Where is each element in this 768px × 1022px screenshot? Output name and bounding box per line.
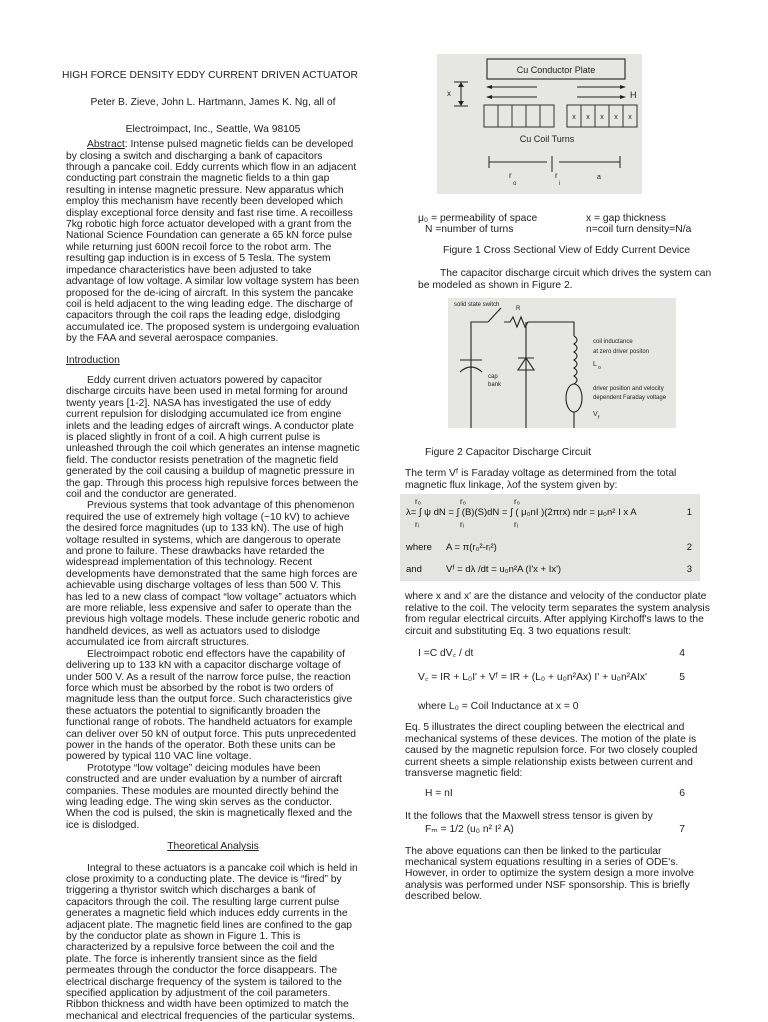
equation-6-number: 6 bbox=[679, 788, 685, 800]
legend-x: x = gap thickness bbox=[586, 213, 666, 224]
abstract-label: Abstract bbox=[87, 139, 125, 151]
intro-paragraph: Prototype “low voltage” deicing modules have been constructed and are under evaluation by a number of aircraft companies. These modules are mounted directly behind the wing leading edge. The wing skin serves as the conductor. When the cod is pulsed, the skin is magnetically flexed and the ice is dislodged. bbox=[66, 762, 353, 831]
equation-3: Vᶠ = dλ /dt = u₀n²A (I'x + Ix') bbox=[446, 564, 562, 576]
legend-n: N =number of turns bbox=[425, 224, 514, 236]
coil-label: Cu Coil Turns bbox=[519, 134, 575, 144]
ro-label: r bbox=[509, 171, 512, 180]
cap-label: cap bbox=[488, 374, 498, 381]
bank-label: bank bbox=[488, 382, 502, 389]
current-cross: x bbox=[628, 114, 632, 121]
integral-lower-limit: rᵢ bbox=[460, 519, 464, 529]
integral-upper-limit: r₀ bbox=[460, 497, 466, 507]
vf-label: V bbox=[593, 411, 598, 419]
vf-subscript: f bbox=[598, 415, 600, 422]
integral-upper-limits bbox=[406, 496, 692, 507]
driver-position-label: driver position and velocity bbox=[593, 386, 664, 393]
equation-6: H = nI bbox=[425, 788, 453, 800]
intro-paragraph: Previous systems that took advantage of this phenomenon required the use of extremely high voltage (~10 kV) to achieve the desired force magnitudes (up to 133 kN). The use of high voltage resulted in systems, which are dangerous to operate and prone to failure. These drawbacks have retarded the widespread implementation of this technology. Recent developments have demonstrated that the same high forces are achievable using discharge voltages of less than 500 V. This has led to a new class of compact “low voltage” actuators which are more reliable, less expensive and safer to operate than the previous high voltage models. These include generic robotic and handheld devices, as well as actuators used to dislodge accumulated ice from aircraft structures. bbox=[66, 500, 360, 649]
figure1-caption: Figure 1 Cross Sectional View of Eddy Current Device bbox=[443, 244, 691, 256]
current-cross: x bbox=[614, 114, 618, 121]
r-label: R bbox=[516, 306, 521, 313]
gap-x-label: x bbox=[447, 89, 451, 98]
equation-1: λ= ∫ ψ dN = ∫ (B)(S)dN = ∫ ( μ₀nI )(2πrx) ndr = μ₀n² I x A bbox=[406, 507, 637, 519]
equation-7-number: 7 bbox=[679, 824, 685, 836]
equation-6-row bbox=[425, 788, 685, 799]
legend-density: n=coil turn density=N/a bbox=[586, 224, 692, 236]
h-label: H bbox=[630, 90, 637, 100]
ri-subscript: i bbox=[559, 181, 561, 187]
theory-paragraph: Integral to these actuators is a pancake coil which is held in close proximity to a conducting plate. The device is “fired” by triggering a thyristor switch which discharges a bank of capacitors through the coil. The resulting large current pulse generates a magnetic field which induces eddy currents in the adjacent plate. The magnetic field lines are confined to the gap by the conductor plate as shown in Figure 1. This is characterized by a repulsive force between the coil and the plate. The force is inherently transient since as the field permeates through the conductor the force disappears. The electrical discharge frequency of the system is tailored to the specified application by adjustment of the coil parameters. Ribbon thickness and width have been optimized to match the mechanical and electrical frequencies of the particular systems. bbox=[66, 862, 358, 1022]
equation-7-row bbox=[425, 824, 685, 835]
figure2-circuit bbox=[448, 298, 676, 428]
equation-2-number: 2 bbox=[686, 541, 692, 553]
figure1-diagram bbox=[437, 54, 642, 194]
current-cross: x bbox=[586, 114, 590, 121]
zero-position-label: at zero driver positon bbox=[593, 349, 650, 356]
equation-1-number: 1 bbox=[686, 507, 692, 519]
ro-subscript: o bbox=[513, 181, 517, 187]
l0-subscript: o bbox=[598, 365, 601, 372]
figure2-caption: Figure 2 Capacitor Discharge Circuit bbox=[425, 447, 591, 459]
equation-4-number: 4 bbox=[679, 648, 685, 660]
l0-label: L bbox=[593, 361, 597, 369]
current-cross: x bbox=[600, 114, 604, 121]
paragraph-coupling: Eq. 5 illustrates the direct coupling between the electrical and mechanical systems of these devices. The motion of the plate is caused by the magnetic repulsion force. For two closely coupled current sheets a simple relationship exists between current and transverse magnetic field: bbox=[405, 722, 698, 779]
paragraph-maxwell: It the follows that the Maxwell stress tensor is given by bbox=[405, 810, 653, 822]
equation-4: I =C dV꜀ / dt bbox=[418, 648, 474, 660]
paragraph-fig2-intro: The capacitor discharge circuit which drives the system can be modeled as shown in Figure 2. bbox=[418, 268, 712, 291]
equations-image bbox=[400, 494, 700, 581]
abstract bbox=[66, 139, 360, 344]
intro-paragraph: Electroimpact robotic end effectors have the capability of delivering up to 133 kN with a capacitor discharge voltage of under 500 V. As a result of the narrow force pulse, the reaction force which must be absorbed by the robot is two orders of magnitude less than the output force. Such characteristics give these actuators the potential to significantly broaden the functional range of robots. The handheld actuators for example can deliver over 50 kN of output force. This puts unprecedented power in the hands of the operator. Both these units can be powered by typical 110 VAC line voltage. bbox=[66, 648, 357, 763]
a-label: a bbox=[597, 174, 601, 181]
equation-4-row bbox=[418, 648, 685, 659]
paper-title: HIGH FORCE DENSITY EDDY CURRENT DRIVEN ACTUATOR bbox=[62, 70, 358, 81]
affiliation: Electroimpact, Inc., Seattle, Wa 98105 bbox=[125, 123, 301, 135]
legend-mu: μ₀ = permeability of space bbox=[418, 213, 538, 224]
integral-upper-limit: r₀ bbox=[415, 497, 421, 507]
introduction-heading: Introduction bbox=[66, 354, 120, 366]
where-l0: where L₀ = Coil Inductance at x = 0 bbox=[418, 700, 579, 712]
ri-label: r bbox=[555, 171, 558, 180]
switch-label: solid state switch bbox=[454, 302, 500, 309]
theory-heading: Theoretical Analysis bbox=[167, 841, 259, 853]
figure2-background bbox=[448, 298, 676, 428]
faraday-voltage-label: dependent Faraday voltage bbox=[593, 395, 667, 402]
equation-2-prefix: where bbox=[406, 541, 432, 553]
coil-inductance-label: coil inductance bbox=[593, 339, 633, 346]
integral-lower-limit: rᵢ bbox=[514, 519, 518, 529]
intro-paragraph: Eddy current driven actuators powered by capacitor discharge circuits have been used in metal forming for around twenty years [1-2]. NASA has investigated the use of eddy current repulsion for dislodging accumulated ice from engine inlets and the leading edges of aircraft wings. A conductor plate is placed slightly in front of a coil. A high current pulse is unleashed through the coil which generates an intense magnetic field. The conductor resists penetration of the magnetic field generated by the coil causing a buildup of magnetic pressure in the gap. Through this process high repulsive forces between the coil and the conductor are generated. bbox=[66, 374, 360, 500]
equation-5-row bbox=[418, 672, 685, 683]
equation-3-prefix: and bbox=[406, 564, 422, 576]
figure1-legend bbox=[418, 213, 715, 236]
paragraph-final: The above equations can then be linked to the particular mechanical system equations resulting in a series of ODE's. However, in order to optimize the system design a more involve analysis was performed under NSF sponsorship. This is briefly described below. bbox=[405, 845, 695, 903]
equation-2: A = π(r₀²-rᵢ²) bbox=[446, 541, 497, 553]
integral-lower-limits bbox=[406, 519, 692, 530]
integral-upper-limit: r₀ bbox=[514, 497, 520, 507]
equation-5-number: 5 bbox=[679, 671, 685, 683]
plate-label: Cu Conductor Plate bbox=[516, 65, 596, 75]
paragraph-velocity: where x and x' are the distance and velocity of the conductor plate relative to the coil. The velocity term separates the system analysis from regular electrical circuits. After applying Kirchoff's laws to the circuit and substituting Eq. 3 two equations result: bbox=[405, 591, 710, 637]
paragraph-faraday: The term Vᶠ is Faraday voltage as determined from the total magnetic flux linkage, λof the system given by: bbox=[405, 468, 677, 491]
current-cross: x bbox=[572, 114, 576, 121]
equation-5: V꜀ = IR + L₀I' + Vᶠ = IR + (L₀ + u₀n²Ax) I' + u₀n²AIx' bbox=[418, 671, 647, 683]
introduction-body bbox=[66, 375, 360, 831]
authors: Peter B. Zieve, John L. Hartmann, James K. Ng, all of bbox=[90, 97, 336, 109]
abstract-text: : Intense pulsed magnetic fields can be developed by closing a switch and discharging a bank of capacitors through a pancake coil. Eddy currents which flow in an adjacent conducting part constrain the magnetic fields to a thin gap resulting in intense magnetic pressure. New apparatus which employ this mechanism have recently been developed which display exceptional force density and fast rise time. A recoilless 7kg robotic high force actuator developed with a grant from the National Science Foundation can generate a 65 kN force pulse while returning just 600N recoil force to the robot arm. The resulting gap induction is in excess of 5 Tesla. The system impedance characteristics have been adjusted to take advantage of low voltage. A similar low voltage system has been proposed for the de-icing of aircraft. In this system the pancake coil is held adjacent to the wing leading edge. The discharge of capacitors through the coil raps the leading edge, dislodging accumulated ice. The proposed system is undergoing evaluation by the FAA and several aerospace companies. bbox=[66, 139, 360, 345]
integral-lower-limit: rᵢ bbox=[415, 519, 419, 529]
right-column bbox=[405, 0, 715, 903]
equation-7: Fₘ = 1/2 (u₀ n² I² A) bbox=[425, 824, 514, 836]
equation-3-number: 3 bbox=[686, 564, 692, 576]
left-column bbox=[62, 0, 360, 1022]
